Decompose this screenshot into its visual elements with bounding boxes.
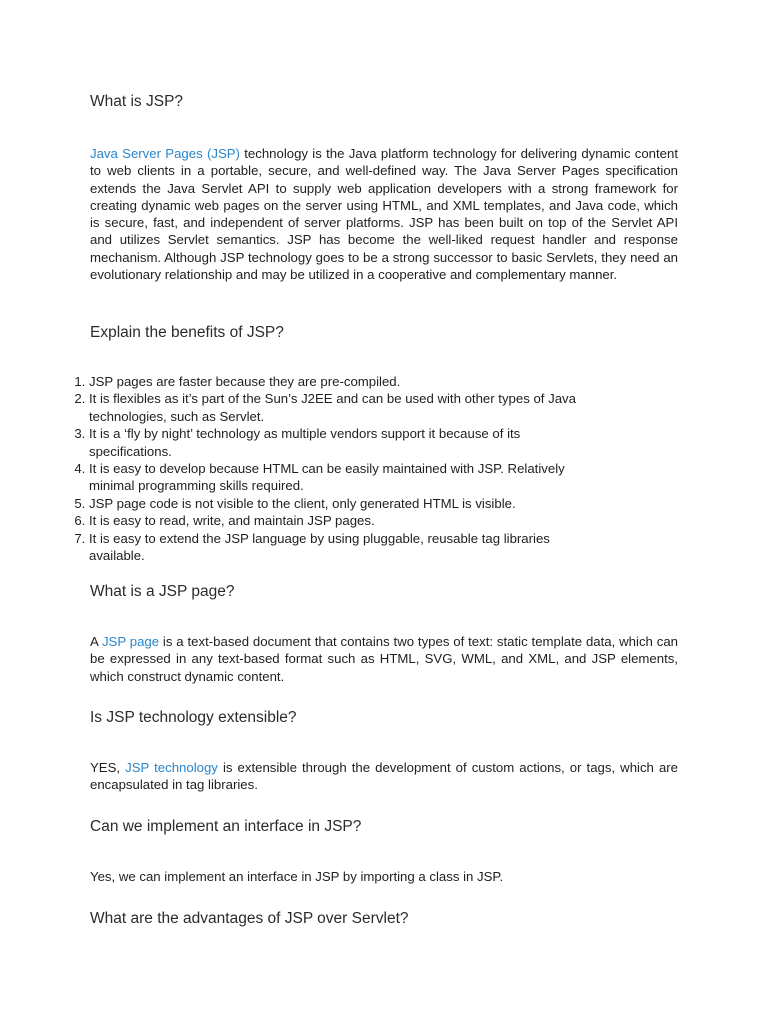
paragraph-text: is extensible through the development of custom actions, or tags, which are encapsulated in tag libraries. <box>90 760 679 793</box>
heading-advantages-over-servlet: What are the advantages of JSP over Servlet? <box>90 910 409 927</box>
link-java-server-pages[interactable]: Java Server Pages (JSP) <box>90 146 240 161</box>
benefits-list <box>67 373 579 564</box>
paragraph-what-is-jsp <box>90 145 678 283</box>
paragraph-text: technology is the Java platform technology for delivering dynamic content to web clients in a portable, secure, and well-defined way. The Java Server Pages specification extends the Java Servlet API to supply web application developers with a strong framework for creating dynamic web pages on the server using HTML, and XML templates, and Java code, which is secure, fast, and independent of server platforms. JSP has been built on top of the Servlet API and utilizes Servlet semantics. JSP has become the well-liked request handler and response mechanism. Although JSP technology goes to be a strong successor to basic Servlets, they need an evolutionary relationship and may be utilized in a cooperative and complementary manner. <box>90 146 678 283</box>
list-item: 7. It is easy to extend the JSP language by using pluggable, reusable tag libraries available. <box>89 530 579 565</box>
list-item: 3. It is a ‘fly by night’ technology as multiple vendors support it because of its specifications. <box>89 425 579 460</box>
link-jsp-technology[interactable]: JSP technology <box>125 760 218 775</box>
paragraph-implement-interface: Yes, we can implement an interface in JSP by importing a class in JSP. <box>90 869 504 884</box>
paragraph-prefix: YES, <box>90 760 126 775</box>
list-item: 6. It is easy to read, write, and maintain JSP pages. <box>89 512 579 529</box>
paragraph-what-is-jsp-page <box>90 633 678 685</box>
link-jsp-page[interactable]: JSP page <box>101 634 160 649</box>
list-item: 1. JSP pages are faster because they are pre-compiled. <box>89 373 579 390</box>
heading-jsp-extensible: Is JSP technology extensible? <box>90 709 297 726</box>
heading-benefits-of-jsp: Explain the benefits of JSP? <box>90 324 284 341</box>
list-item: 2. It is flexibles as it’s part of the Sun’s J2EE and can be used with other types of Java technologies, such as Servlet. <box>89 390 579 425</box>
list-item: 5. JSP page code is not visible to the client, only generated HTML is visible. <box>89 495 579 512</box>
list-item: 4. It is easy to develop because HTML can be easily maintained with JSP. Relatively minimal programming skills required. <box>89 460 579 495</box>
paragraph-jsp-extensible <box>90 759 678 794</box>
heading-what-is-jsp: What is JSP? <box>90 93 184 110</box>
heading-what-is-jsp-page: What is a JSP page? <box>90 583 235 600</box>
paragraph-text: is a text-based document that contains two types of text: static template data, which can be expressed in any text-based format such as HTML, SVG, WML, and XML, and JSP elements, which construct dynamic content. <box>90 634 678 684</box>
paragraph-prefix: A <box>90 634 102 649</box>
heading-implement-interface: Can we implement an interface in JSP? <box>90 818 362 835</box>
